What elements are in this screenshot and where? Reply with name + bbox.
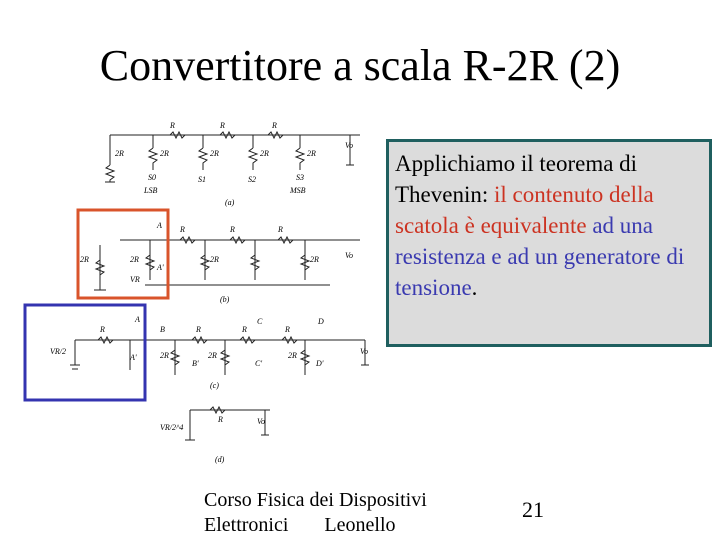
label-a-s0: S0 — [148, 173, 156, 182]
slide-footer — [204, 488, 494, 538]
label-c-d2: D' — [316, 359, 324, 368]
callout-part-1: Applichiamo il teorema di Thevenin: — [395, 151, 638, 207]
footer-line-1: Corso Fisica dei Dispositivi — [204, 489, 427, 511]
slide-title: Convertitore a scala R-2R (2) — [99, 41, 621, 90]
label-b-vo: Vo — [345, 251, 353, 260]
label-b-r1: R — [180, 225, 185, 234]
label-a-2r2: 2R — [160, 149, 169, 158]
label-d-vo: Vo — [257, 417, 265, 426]
label-b-2r4: 2R — [310, 255, 319, 264]
label-c-c2: C' — [255, 359, 263, 368]
label-b-a: A — [157, 221, 162, 230]
label-a-r1: R — [170, 121, 175, 130]
label-d-vr: VR/2^4 — [160, 423, 184, 432]
callout-part-2: il contenuto della scatola è equivalente — [395, 182, 654, 238]
label-b-2r2: 2R — [130, 255, 139, 264]
callout-part-4: . — [471, 275, 478, 300]
label-c-r4: R — [285, 325, 290, 334]
label-d-tag: (d) — [215, 455, 225, 464]
label-c-d: D — [318, 317, 324, 326]
label-c-b2: B' — [192, 359, 199, 368]
label-b-r2: R — [230, 225, 235, 234]
label-c-r1: R — [100, 325, 105, 334]
label-c-vo: Vo — [360, 347, 368, 356]
label-a-2r1: 2R — [115, 149, 124, 158]
label-b-r3: R — [278, 225, 283, 234]
label-b-tag: (b) — [220, 295, 230, 304]
label-c-r2: R — [196, 325, 201, 334]
label-d-r: R — [218, 415, 223, 424]
label-b-2r1: 2R — [80, 255, 89, 264]
label-a-tag: (a) — [225, 198, 235, 207]
label-b-vr: VR — [130, 275, 140, 284]
page-number: 21 — [522, 497, 544, 522]
thevenin-callout — [386, 139, 712, 347]
footer-author: Leonello — [324, 514, 396, 536]
label-c-2r3: 2R — [288, 351, 297, 360]
label-c-a2: A' — [130, 353, 137, 362]
label-a-s3: S3 — [296, 173, 304, 182]
callout-part-3: ad una resistenza e ad un generatore di tensione — [395, 213, 685, 300]
thevenin-blue-box — [25, 305, 145, 400]
label-a-msb: MSB — [290, 186, 306, 195]
label-a-2r4: 2R — [260, 149, 269, 158]
label-c-2r2: 2R — [208, 351, 217, 360]
label-a-lsb: LSB — [144, 186, 158, 195]
label-c-r3: R — [242, 325, 247, 334]
label-a-s2: S2 — [248, 175, 256, 184]
label-c-a: A — [135, 315, 140, 324]
footer-course: Elettronici — [204, 514, 289, 536]
label-a-s1: S1 — [198, 175, 206, 184]
label-a-r3: R — [272, 121, 277, 130]
label-a-2r5: 2R — [307, 149, 316, 158]
label-b-2r3: 2R — [210, 255, 219, 264]
label-c-b: B — [160, 325, 165, 334]
label-a-vo: Vo — [345, 141, 353, 150]
label-c-vr2: VR/2 — [50, 347, 66, 356]
label-c-c: C — [257, 317, 263, 326]
footer-line-2 — [204, 513, 494, 538]
label-a-r2: R — [220, 121, 225, 130]
label-c-tag: (c) — [210, 381, 219, 390]
label-b-a2: A' — [157, 263, 164, 272]
label-c-2r1: 2R — [160, 351, 169, 360]
r2r-ladder-diagrams — [20, 110, 390, 470]
label-a-2r3: 2R — [210, 149, 219, 158]
